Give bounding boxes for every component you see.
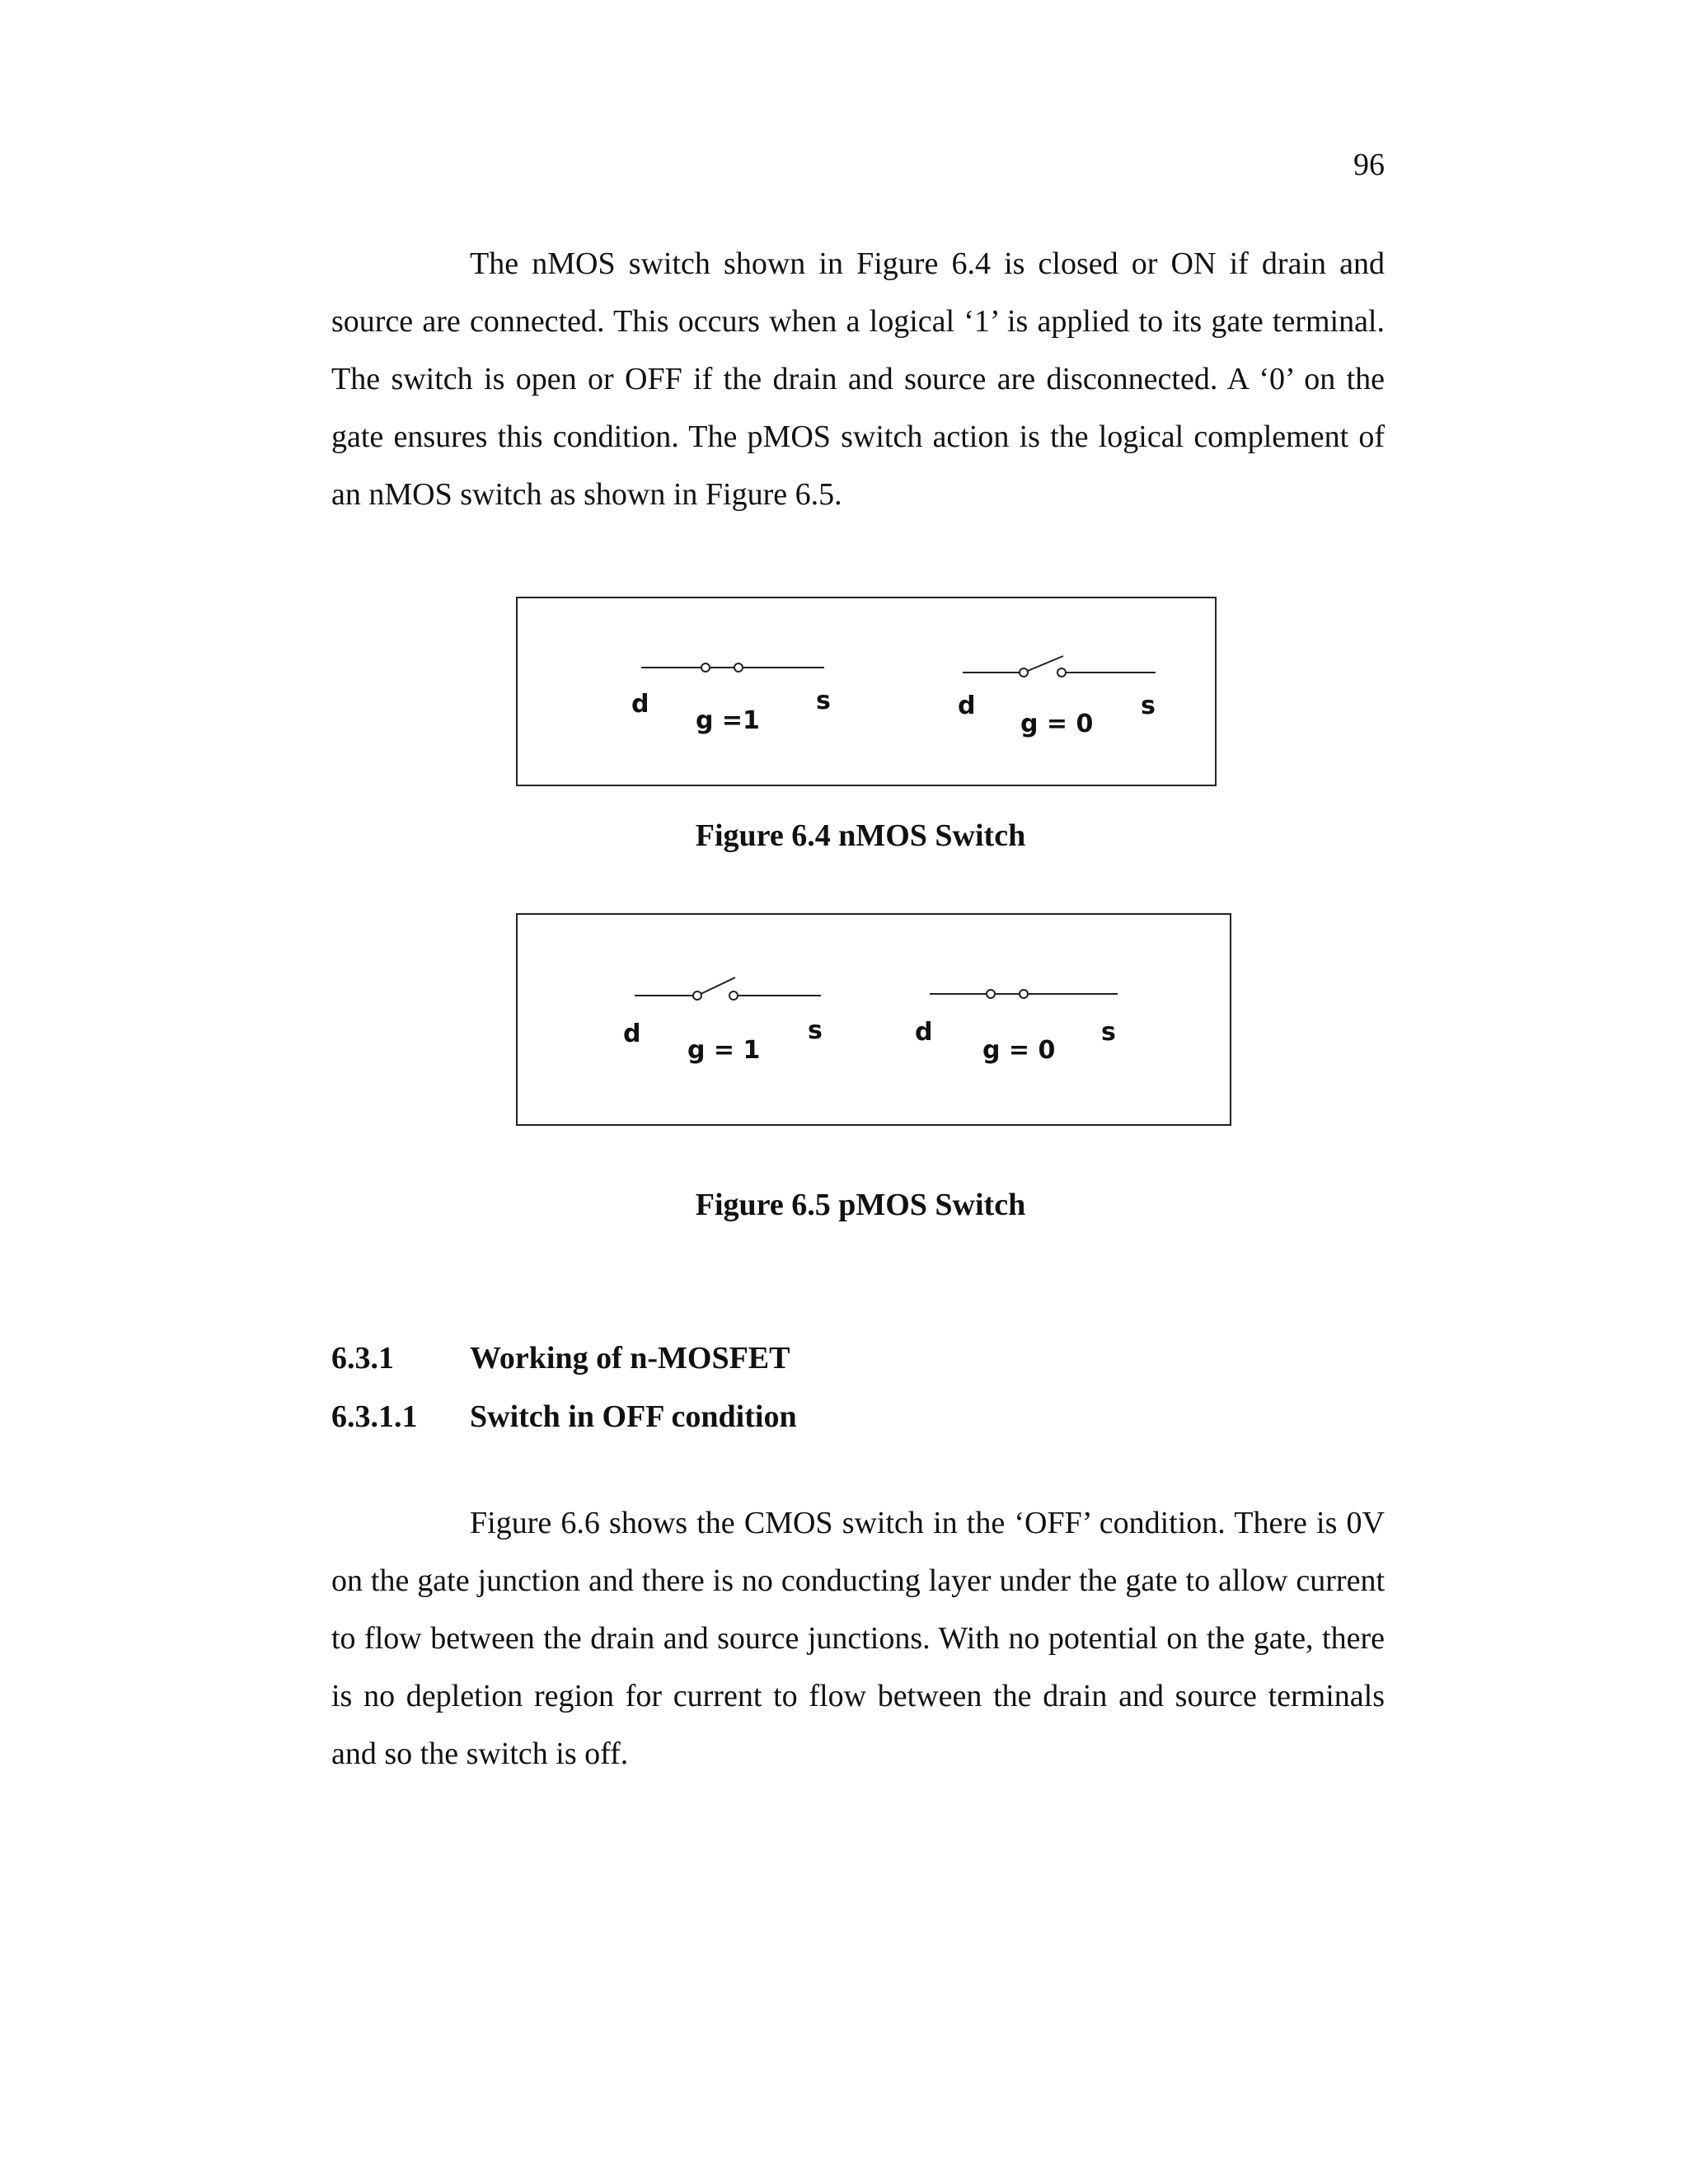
- section-heading-6-3-1: [331, 1340, 790, 1376]
- pmos-switch-closed: [915, 990, 1118, 1065]
- drain-label: d: [623, 1019, 641, 1048]
- source-label: s: [816, 687, 831, 715]
- section-title: Working of n-MOSFET: [470, 1341, 790, 1376]
- nmos-switch-svg: [518, 598, 1215, 785]
- section-number: 6.3.1.1: [331, 1399, 418, 1434]
- drain-label: d: [915, 1018, 933, 1047]
- gate-label: g = 1: [687, 1036, 761, 1065]
- paragraph-nmos-switch: The nMOS switch shown in Figure 6.4 is closed or ON if drain and source are connected. This occurs when a logical ‘1’ is applied to its gate terminal. The switch is open or OFF if the drain and source are disconnected. A ‘0’ on the gate ensures this condition. The pMOS switch action is the logical complement of an nMOS switch as shown in Figure 6.5.: [331, 246, 1385, 512]
- source-label: s: [808, 1016, 823, 1045]
- page-number: 96: [1353, 148, 1385, 182]
- nmos-switch-open: [958, 656, 1156, 738]
- drain-label: d: [958, 691, 976, 720]
- figure-6-4-diagram: [516, 597, 1217, 786]
- source-label: s: [1141, 691, 1156, 720]
- drain-label: d: [631, 690, 649, 719]
- nmos-switch-closed: [631, 663, 831, 735]
- gate-label: g =1: [696, 706, 760, 735]
- paragraph-off-condition: Figure 6.6 shows the CMOS switch in the ‘OFF’ condition. There is 0V on the gate junction and there is no conducting layer under the gate to allow current to flow between the drain and source junctions. With no potential on the gate, there is no depletion region for current to flow between the drain and source terminals and so the switch is off.: [331, 1506, 1385, 1771]
- pmos-switch-open: [623, 977, 823, 1065]
- section-heading-6-3-1-1: [331, 1399, 797, 1435]
- gate-label: g = 0: [982, 1036, 1056, 1065]
- section-number: 6.3.1: [331, 1341, 394, 1376]
- section-title: Switch in OFF condition: [470, 1399, 797, 1434]
- pmos-switch-svg: [518, 915, 1230, 1124]
- gate-label: g = 0: [1020, 710, 1094, 738]
- figure-6-5-caption: Figure 6.5 pMOS Switch: [695, 1188, 1026, 1222]
- figure-6-5-diagram: [516, 913, 1231, 1126]
- figure-6-4-caption: Figure 6.4 nMOS Switch: [695, 818, 1026, 853]
- source-label: s: [1101, 1018, 1116, 1047]
